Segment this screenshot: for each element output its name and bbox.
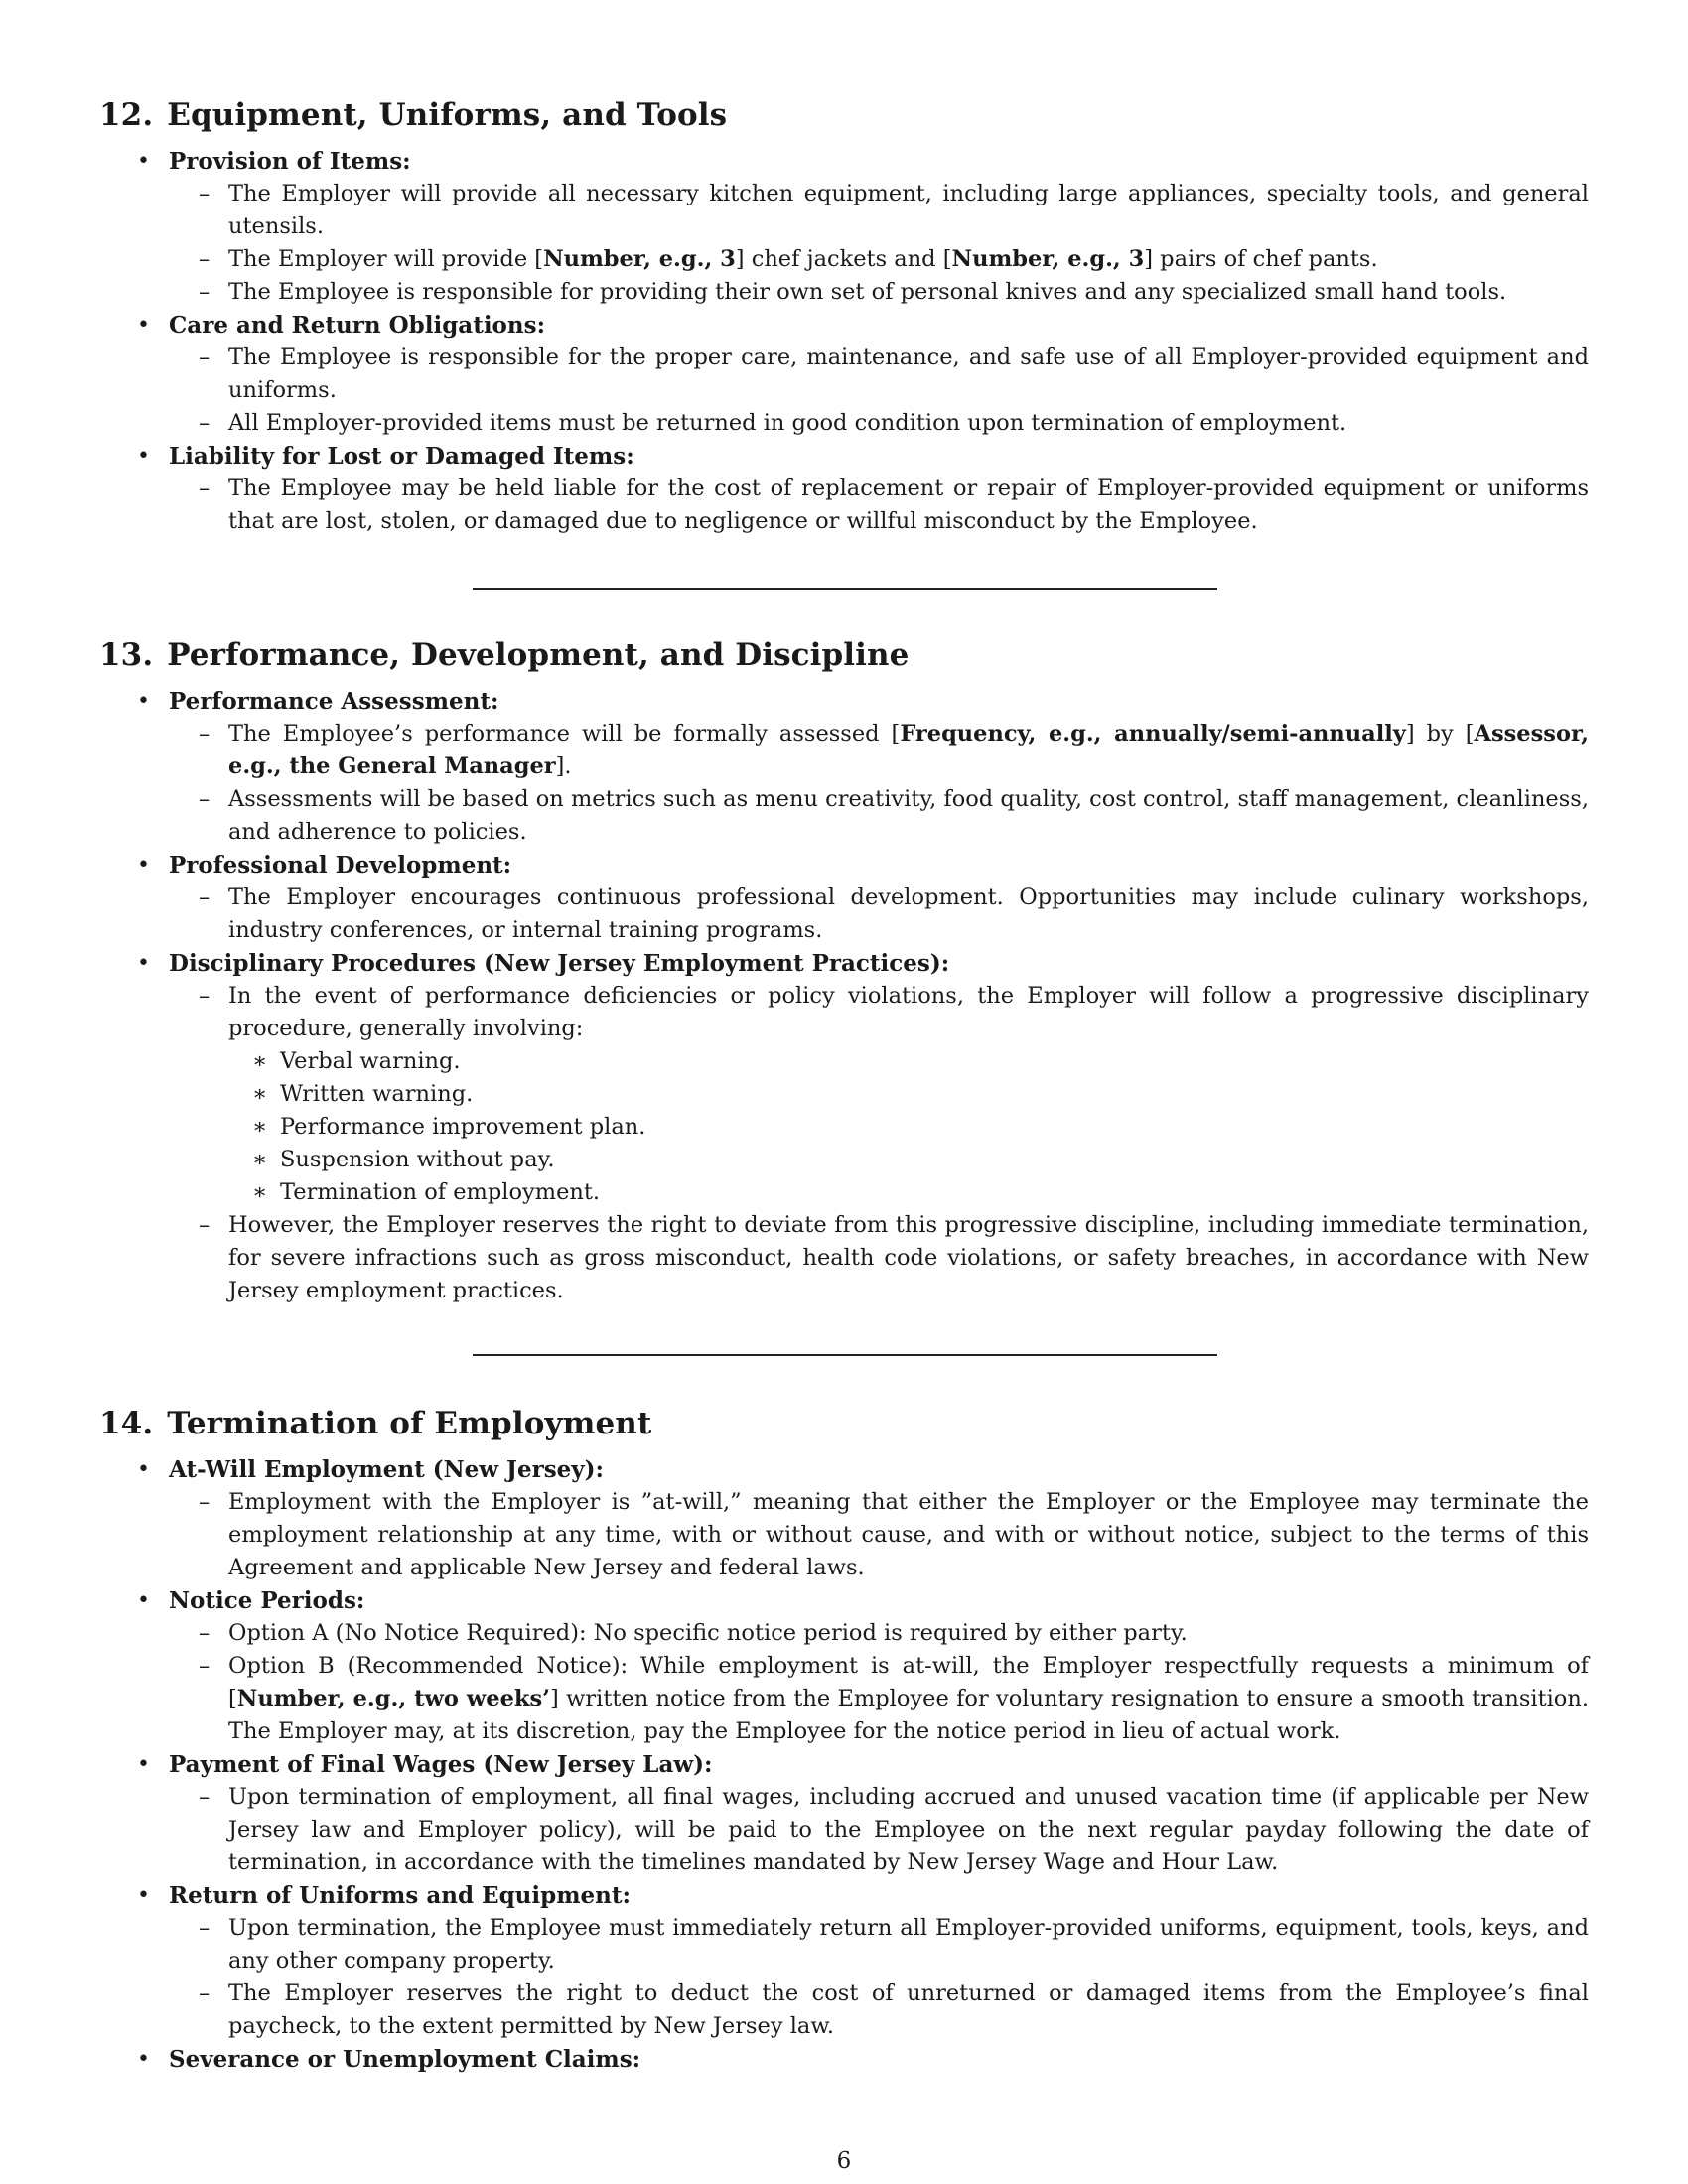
section-14-list <box>99 1453 1589 2076</box>
sub-item-text: ]. <box>555 753 572 779</box>
bullet-icon: • <box>137 149 150 174</box>
section-12-heading <box>99 95 1589 135</box>
item-label: Provision of Items: <box>169 148 411 175</box>
dash-icon: – <box>199 786 211 812</box>
placeholder-text: Frequency, e.g., annually/semi-annually <box>900 721 1406 747</box>
sub-item <box>169 1486 1589 1584</box>
placeholder-text: Number, e.g., 3 <box>543 246 736 272</box>
sub-list <box>169 1912 1589 2043</box>
item-label: Disciplinary Procedures (New Jersey Employment Practices): <box>169 950 950 977</box>
section-13 <box>99 635 1589 1307</box>
item-label: Payment of Final Wages (New Jersey Law): <box>169 1751 713 1778</box>
disciplinary-steps <box>228 1045 1589 1209</box>
sub-item-text: ] pairs of chef pants. <box>1144 246 1378 272</box>
item-label: Severance or Unemployment Claims: <box>169 2046 641 2073</box>
section-14-heading <box>99 1404 1589 1443</box>
sub-item-text: Upon termination, the Employee must immediately return all Employer-provided uniforms, equipment, tools, keys, and any other company property. <box>228 1915 1589 1974</box>
bullet-icon: • <box>137 951 150 976</box>
section-13-list <box>99 685 1589 1307</box>
sub-item-text: The Employee’s performance will be formally assessed [ <box>228 721 901 747</box>
dash-icon: – <box>199 181 211 206</box>
bullet-icon: • <box>137 1457 150 1482</box>
section-13-heading <box>99 635 1589 675</box>
sub-item <box>169 178 1589 243</box>
sub-list <box>169 980 1589 1307</box>
section-title: Performance, Development, and Discipline <box>167 637 910 673</box>
sub-list <box>169 1486 1589 1584</box>
dash-icon: – <box>199 1915 211 1941</box>
section-number: 14. <box>99 1406 154 1441</box>
page-number: 6 <box>836 2148 852 2174</box>
section-12-list <box>99 145 1589 538</box>
sub-item-text: The Employer will provide all necessary kitchen equipment, including large appliances, specialty tools, and general utensils. <box>228 181 1589 239</box>
sub-item <box>169 1781 1589 1879</box>
sub-item-text: Option B (Recommended Notice): While employment is at-will, the Employer respectfully requests a minimum of [ <box>228 1653 1589 1711</box>
sub-item <box>169 341 1589 407</box>
section-14 <box>99 1404 1589 2076</box>
list-item <box>99 685 1589 849</box>
item-label: Care and Return Obligations: <box>169 312 546 339</box>
sub-list <box>169 178 1589 309</box>
section-divider <box>473 588 1217 590</box>
list-item <box>99 440 1589 538</box>
asterisk-icon: ∗ <box>252 1048 268 1074</box>
disciplinary-step <box>228 1176 1589 1209</box>
list-item <box>99 1748 1589 1879</box>
sub-item-text: However, the Employer reserves the right to deviate from this progressive discipline, including immediate termination, for severe infractions such as gross misconduct, health code violations, or safety breaches, in accordance with New Jersey employment practices. <box>228 1212 1589 1303</box>
dash-icon: – <box>199 246 211 272</box>
section-divider <box>473 1354 1217 1356</box>
list-item <box>99 947 1589 1307</box>
dash-icon: – <box>199 410 211 436</box>
step-text: Verbal warning. <box>280 1048 461 1074</box>
sub-item-text: The Employer encourages continuous professional development. Opportunities may include culinary workshops, industry conferences, or internal training programs. <box>228 885 1589 943</box>
sub-list <box>169 341 1589 440</box>
sub-item <box>169 407 1589 440</box>
sub-item <box>169 980 1589 1209</box>
list-item <box>99 1453 1589 1584</box>
dash-icon: – <box>199 721 211 747</box>
item-label: Performance Assessment: <box>169 688 499 715</box>
asterisk-icon: ∗ <box>252 1114 268 1140</box>
disciplinary-step <box>228 1111 1589 1144</box>
bullet-icon: • <box>137 853 150 878</box>
sub-item <box>169 243 1589 276</box>
section-number: 12. <box>99 97 154 133</box>
step-text: Termination of employment. <box>280 1179 601 1205</box>
dash-icon: – <box>199 476 211 501</box>
dash-icon: – <box>199 1212 211 1238</box>
list-item <box>99 309 1589 440</box>
dash-icon: – <box>199 1980 211 2006</box>
sub-item <box>169 1978 1589 2043</box>
bullet-icon: • <box>137 1883 150 1908</box>
sub-list <box>169 882 1589 947</box>
dash-icon: – <box>199 1489 211 1515</box>
dash-icon: – <box>199 983 211 1009</box>
section-title: Equipment, Uniforms, and Tools <box>167 97 728 133</box>
section-12 <box>99 95 1589 538</box>
bullet-icon: • <box>137 2047 150 2072</box>
bullet-icon: • <box>137 444 150 469</box>
asterisk-icon: ∗ <box>252 1147 268 1172</box>
bullet-icon: • <box>137 313 150 338</box>
item-label: Professional Development: <box>169 852 512 879</box>
sub-item <box>169 882 1589 947</box>
section-number: 13. <box>99 637 154 673</box>
sub-item-text: The Employer reserves the right to deduct the cost of unreturned or damaged items from the Employee’s final paycheck, to the extent permitted by New Jersey law. <box>228 1980 1589 2039</box>
bullet-icon: • <box>137 1588 150 1613</box>
item-label: At-Will Employment (New Jersey): <box>169 1456 605 1483</box>
bullet-icon: • <box>137 689 150 714</box>
list-item <box>99 145 1589 309</box>
sub-item-text: Employment with the Employer is ”at-will,” meaning that either the Employer or the Employee may terminate the employment relationship at any time, with or without cause, and with or without notice, subject to the terms of this Agreement and applicable New Jersey and federal laws. <box>228 1489 1589 1580</box>
sub-item-text: Upon termination of employment, all final wages, including accrued and unused vacation time (if applicable per New Jersey law and Employer policy), will be paid to the Employee on the next regular payday following the date of termination, in accordance with the timelines mandated by New Jersey Wage and Hour Law. <box>228 1784 1589 1875</box>
list-item <box>99 2043 1589 2076</box>
section-title: Termination of Employment <box>167 1406 652 1441</box>
sub-item-text: Assessments will be based on metrics such as menu creativity, food quality, cost control, staff management, cleanliness, and adherence to policies. <box>228 786 1589 845</box>
disciplinary-step <box>228 1078 1589 1111</box>
dash-icon: – <box>199 279 211 305</box>
step-text: Performance improvement plan. <box>280 1114 646 1140</box>
step-text: Suspension without pay. <box>280 1147 555 1172</box>
list-item <box>99 849 1589 947</box>
dash-icon: – <box>199 1620 211 1646</box>
sub-item-text: The Employee is responsible for the proper care, maintenance, and safe use of all Employer-provided equipment and uniforms. <box>228 344 1589 403</box>
sub-item <box>169 473 1589 538</box>
disciplinary-step <box>228 1144 1589 1176</box>
asterisk-icon: ∗ <box>252 1081 268 1107</box>
item-label: Liability for Lost or Damaged Items: <box>169 443 634 470</box>
sub-item-text: ] chef jackets and [ <box>735 246 952 272</box>
sub-item-text: ] written notice from the Employee for voluntary resignation to ensure a smooth transition. The Employer may, at its discretion, pay the Employee for the notice period in lieu of actual work. <box>228 1686 1589 1744</box>
sub-list <box>169 1617 1589 1748</box>
sub-item <box>169 276 1589 309</box>
dash-icon: – <box>199 344 211 370</box>
sub-item <box>169 1650 1589 1748</box>
sub-list <box>169 473 1589 538</box>
dash-icon: – <box>199 1653 211 1679</box>
item-label: Notice Periods: <box>169 1587 365 1614</box>
sub-item <box>169 1617 1589 1650</box>
sub-item-text: ] by [ <box>1405 721 1475 747</box>
disciplinary-step <box>228 1045 1589 1078</box>
step-text: Written warning. <box>280 1081 474 1107</box>
sub-item-text: The Employer will provide [ <box>228 246 544 272</box>
asterisk-icon: ∗ <box>252 1179 268 1205</box>
dash-icon: – <box>199 885 211 910</box>
placeholder-text: Assessor, e.g., the General Manager <box>228 721 1589 779</box>
sub-item <box>169 718 1589 783</box>
sub-item <box>169 1912 1589 1978</box>
sub-item <box>169 783 1589 849</box>
sub-list <box>169 718 1589 849</box>
placeholder-text: Number, e.g., 3 <box>951 246 1145 272</box>
placeholder-text: Number, e.g., two weeks’ <box>236 1686 551 1711</box>
dash-icon: – <box>199 1784 211 1810</box>
bullet-icon: • <box>137 1752 150 1777</box>
sub-item <box>169 1209 1589 1307</box>
item-label: Return of Uniforms and Equipment: <box>169 1882 632 1909</box>
sub-item-text: In the event of performance deficiencies or policy violations, the Employer will follow a progressive disciplinary procedure, generally involving: <box>228 983 1589 1041</box>
sub-list <box>169 1781 1589 1879</box>
sub-item-text: Option A (No Notice Required): No specific notice period is required by either party. <box>228 1620 1188 1646</box>
sub-item-text: The Employee is responsible for providing their own set of personal knives and any specialized small hand tools. <box>228 279 1507 305</box>
sub-item-text: All Employer-provided items must be returned in good condition upon termination of employment. <box>228 410 1347 436</box>
list-item <box>99 1584 1589 1748</box>
sub-item-text: The Employee may be held liable for the cost of replacement or repair of Employer-provided equipment or uniforms that are lost, stolen, or damaged due to negligence or willful misconduct by the Employee. <box>228 476 1589 534</box>
list-item <box>99 1879 1589 2043</box>
